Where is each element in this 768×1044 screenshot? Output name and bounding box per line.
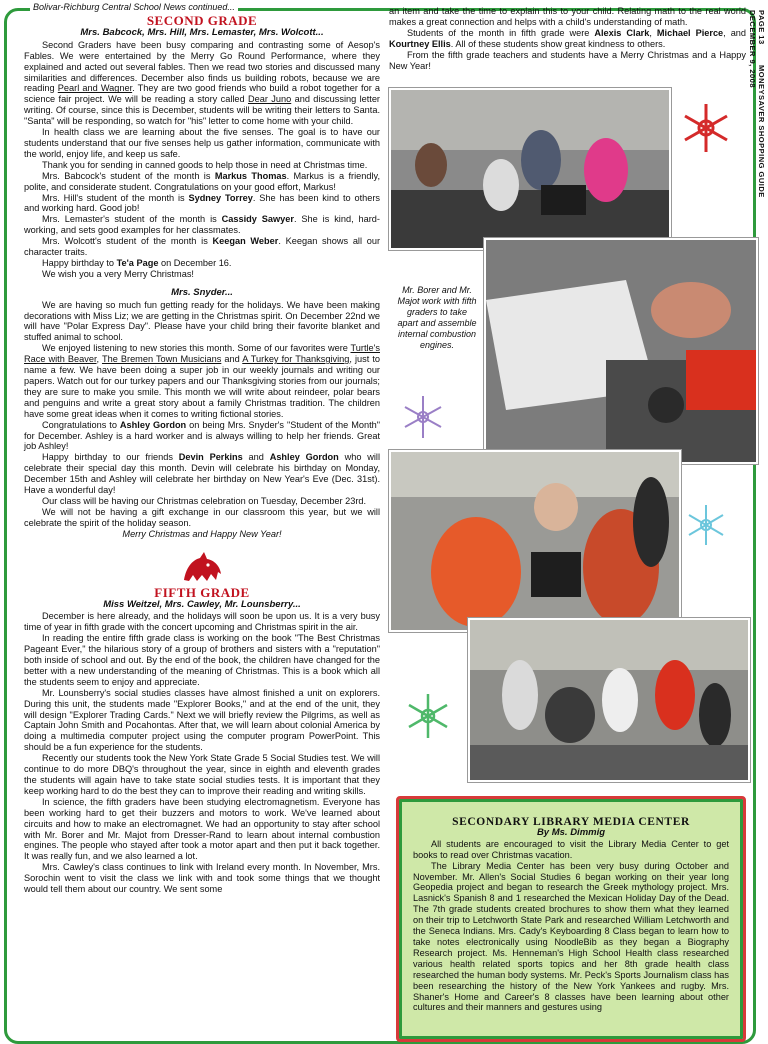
paragraph: In health class we are learning about the five senses. The goal is to have our students understand that our five senses help us gather information, communicate with the world, enjoy life, and keep us safe. [24, 127, 380, 159]
snowflake-green-icon [402, 690, 454, 742]
photo-engine-group-3 [468, 618, 750, 782]
paragraph: We enjoyed listening to new stories this month. Some of our favorites were Turtle's Race with Beaver, The Bremen Town Musicians and A Turkey for Thanksgiving, just to name a few. We have been doing a super job in our weekly journals and writing our papers. Watch out for our turkey papers and our Thanksgiving stories from our journals; they are sure to make you smile. This month we will write about reindeer, polar bears and penguins and write a great story about a family Christmas tradition. The children have some great ideas when it comes to writing fictional stories. [24, 343, 380, 419]
paragraph: Happy birthday to our friends Devin Perkins and Ashley Gordon who will celebrate their special day this month. Devin will celebrate his birthday on Monday, December 15th and Ashley will celebrate her birthday on New Year's Eve (Dec. 31st). Have a wonderful day! [24, 452, 381, 496]
second-grade-teachers: Mrs. Babcock, Mrs. Hill, Mrs. Lemaster, Mrs. Wolcott... [80, 26, 324, 38]
paragraph: In science, the fifth graders have been studying electromagnetism. Everyone has been working hard to get their buzzers and motors to work. We've learned about circuits and how to make an electromagnet. We had an opportunity to stay after school with Mr. Borer and Mr. Majot from Dresser-Rand to learn about internal combustion engines. The people who stayed after took a motor apart and then put it back together. It was really fun, and we also learned a lot. [24, 796, 380, 862]
paragraph: All students are encouraged to visit the Library Media Center to get books to read over Christmas vacation. [413, 838, 729, 860]
second-grade-title: SECOND GRADE [146, 13, 258, 28]
paragraph: From the fifth grade teachers and students have a Merry Christmas and a Happy New Year! [389, 49, 746, 71]
photo-engine-closeup [484, 238, 758, 464]
left-column [24, 13, 381, 895]
issue-date: DECEMBER 9, 2008 [748, 10, 757, 89]
library-byline: By Ms. Dimmig [536, 826, 606, 838]
paragraph: Happy birthday to Te'a Page on December 16. [42, 257, 232, 268]
library-media-center-box [396, 796, 746, 1042]
paragraph: In reading the entire fifth grade class is working on the book "The Best Christmas Pageant Ever," the hilarious story of a group of brothers and sisters with a "reputation" both inside of school and out. By the end of the book, the children have changed for the better with a new understanding of the meaning of Christmas. This is a book which all the students seem to enjoy and appreciate. [24, 633, 380, 687]
paragraph: Congratulations to Ashley Gordon on being Mrs. Snyder's "Student of the Month" for December. Ashley is a hard worker and is always willing to help her friends. Great job Ashley! [24, 419, 380, 452]
paragraph: Mrs. Lemaster's student of the month is Cassidy Sawyer. She is kind, hard-working, and sets good examples for her classmates. [24, 214, 380, 236]
paper-name: MONEYSAVER SHOPPING GUIDE [757, 65, 766, 199]
fifth-grade-title: FIFTH GRADE [154, 584, 250, 600]
paragraph: Second Graders have been busy comparing and contrasting some of Aesop's Fables. We were entertained by the Merry Go Round Performance, where they explained and acted out several fables. Then we read two stories and discussed many similarities and differences. December also finds us building robots, because we are reading Pearl and Wagner. They are two good friends who build a robot together for a science fair project. We will be reading a story called Dear Juno and discussing letter writing. Of course, since this is December, students will be writing their letters to Santa. "Santa" will be responding, so watch for "his" letter to come home with your child. [24, 39, 380, 127]
masthead: Bolivar-Richburg Central School News continued... [30, 2, 238, 12]
paragraph: We wish you a very Merry Christmas! [42, 268, 194, 279]
paragraph: We are having so much fun getting ready for the holidays. We have been making decorations with Miss Liz; we are getting in the Christmas spirit. On December 22nd we will have "Polar Express Day". Please have your child bring their favorite blanket and stuffed animal to school. [24, 299, 380, 343]
paragraph: Mr. Lounsberry's social studies classes have almost finished a unit on explorers. During this unit, the students made "Explorer Books," and at the end of the unit, they will design "Explorer Trading Cards." Next we will briefly review the Pilgrims, as well as Captain John Smith and Pocahontas. After that, we will learn about colonial America by doing a multimedia computer project using the computer program PowerPoint. This should be a fun experience for the students. [24, 687, 380, 753]
paragraph: Recently our students took the New York State Grade 5 Social Studies test. We will continue to do more DBQ's throughout the year, since in eighth and eleventh grades the students will again have to take state social studies tests. It is important that they keep working hard to do the best they can to improve their reading and writing skills. [24, 753, 380, 796]
snowflake-cyan-icon [683, 502, 729, 548]
paragraph: Mrs. Babcock's student of the month is Markus Thomas. Markus is a friendly, polite, and considerate student. Congratulations on your good effort, Markus! [24, 170, 380, 192]
paragraph: We will not be having a gift exchange in our classroom this year, but we will celebrate the spirit of the holiday season. [24, 506, 380, 528]
paragraph: an item and take the time to explain this to your child. Relating math to the real world makes a great connection and helps with a child's understanding of math. [389, 6, 746, 27]
paragraph: Mrs. Cawley's class continues to link with Ireland every month. In November, Mrs. Sorochin went to visit the class we link with and took some things that we thought would tell them about our country. We sent some [24, 862, 380, 895]
wolf-mascot-icon [180, 550, 224, 584]
photo-engine-group-2 [389, 450, 681, 632]
right-column-top [389, 6, 746, 71]
library-title: SECONDARY LIBRARY MEDIA CENTER [452, 816, 690, 828]
paragraph: December is here already, and the holidays will soon be upon us. It is a very busy time of year in fifth grade with the concert upcoming and Christmas spirit in the air. [24, 611, 380, 633]
photo-engine-group-1 [389, 88, 671, 250]
paragraph: The Library Media Center has been very busy during October and November. Mr. Allen's Social Studies 6 began working on their year long Geopedia project and began to research the Greek mythology project. Mrs. Lasnick's Spanish 8 and 1 researched the Mexican Holiday Day of the Dead. The 7th grade students created brochures to show them what they learned on their trip to Letchworth State Park and researched William Letchworth and the Seneca Indians. Mrs. Cady's Keyboarding 8 Class began to learn how to take notes electronically using NoodleBib as they began a Biography Research project. Ms. Henneman's High School Health class researched various health related sports topics and her 8th grade health class researched the human body systems. Mr. Peck's Sports Journalism class has been researching the history of the New York Yankees and rugby. Mrs. Shaner's Home and Career's 8 classes have been learning about other cultures and their manners and gestures using [413, 860, 729, 1013]
paragraph: Mrs. Hill's student of the month is Sydney Torrey. She has been kind to others and working hard. Good job! [24, 192, 380, 214]
snowflake-red-icon [678, 100, 734, 156]
paragraph: Our class will be having our Christmas celebration on Tuesday, December 23rd. [42, 495, 367, 506]
fifth-grade-teachers: Miss Weitzel, Mrs. Cawley, Mr. Lounsberry... [103, 598, 301, 610]
snyder-heading: Mrs. Snyder... [171, 286, 233, 298]
side-strip [748, 10, 766, 250]
snyder-closing: Merry Christmas and Happy New Year! [122, 528, 282, 539]
paragraph: Thank you for sending in canned goods to help those in need at Christmas time. [42, 159, 368, 170]
paragraph: Mrs. Wolcott's student of the month is Keegan Weber. Keegan shows all our character traits. [24, 236, 381, 258]
snowflake-lavender-icon [398, 392, 448, 442]
page-number: PAGE 13 [757, 10, 766, 45]
photo-caption: Mr. Borer and Mr. Majot work with fifth graders to take apart and assemble internal combustion engines. [397, 285, 477, 350]
paragraph: Students of the month in fifth grade were Alexis Clark, Michael Pierce, and Kourtney Ellis. All of these students show great kindness to others. [389, 27, 747, 49]
